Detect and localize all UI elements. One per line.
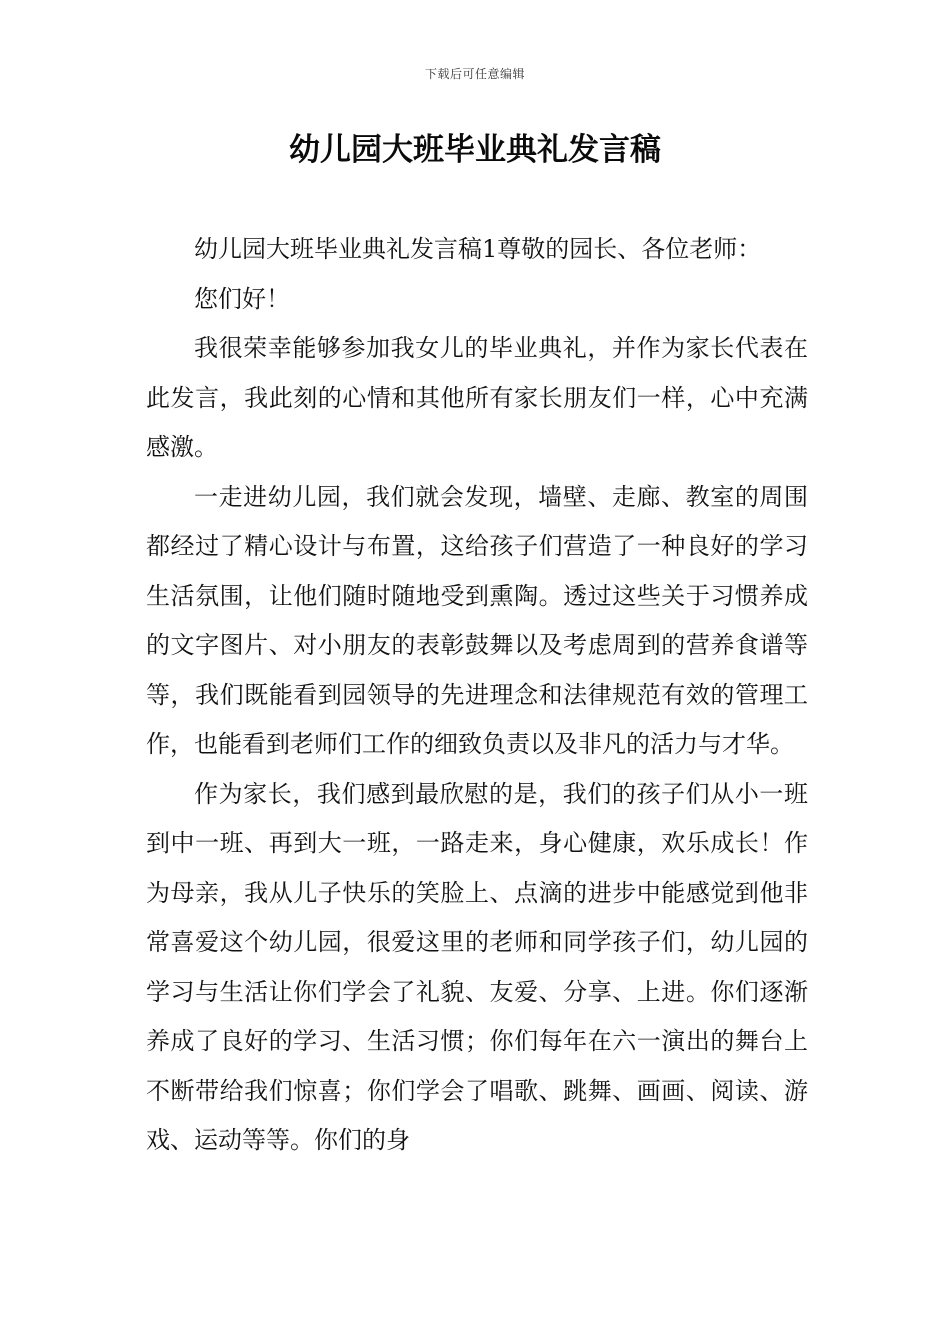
document-title: 幼儿园大班毕业典礼发言稿 <box>289 132 661 168</box>
paragraph-greeting: 幼儿园大班毕业典礼发言稿1尊敬的园长、各位老师： <box>194 235 762 263</box>
paragraph-hello: 您们好！ <box>194 284 290 313</box>
paragraph-intro: 我很荣幸能够参加我女儿的毕业典礼，并作为家长代表在此发言，我此刻的心情和其他所有家长朋友们一样，心中充满感激。 <box>146 334 808 461</box>
paragraph-growth: 作为家长，我们感到最欣慰的是，我们的孩子们从小一班到中一班、再到大一班，一路走来，身心健康，欢乐成长！作为母亲，我从儿子快乐的笑脸上、点滴的进步中能感觉到他非常喜爱这个幼儿园，很爱这里的老师和同学孩子们，幼儿园的学习与生活让你们学会了礼貌、友爱、分享、上进。你们逐渐养成了良好的学习、生活习惯；你们每年在六一演出的舞台上不断带给我们惊喜；你们学会了唱歌、跳舞、画画、阅读、游戏、运动等等。你们的身 <box>146 779 808 1154</box>
header-note: 下载后可任意编辑 <box>424 67 525 81</box>
document-body <box>146 225 808 1166</box>
paragraph-kindergarten: 一走进幼儿园，我们就会发现，墙壁、走廊、教室的周围都经过了精心设计与布置，这给孩子们营造了一种良好的学习生活氛围，让他们随时随地受到熏陶。透过这些关于习惯养成的文字图片、对小朋友的表彰鼓舞以及考虑周到的营养食谱等等，我们既能看到园领导的先进理念和法律规范有效的管理工作，也能看到老师们工作的细致负责以及非凡的活力与才华。 <box>146 482 808 758</box>
